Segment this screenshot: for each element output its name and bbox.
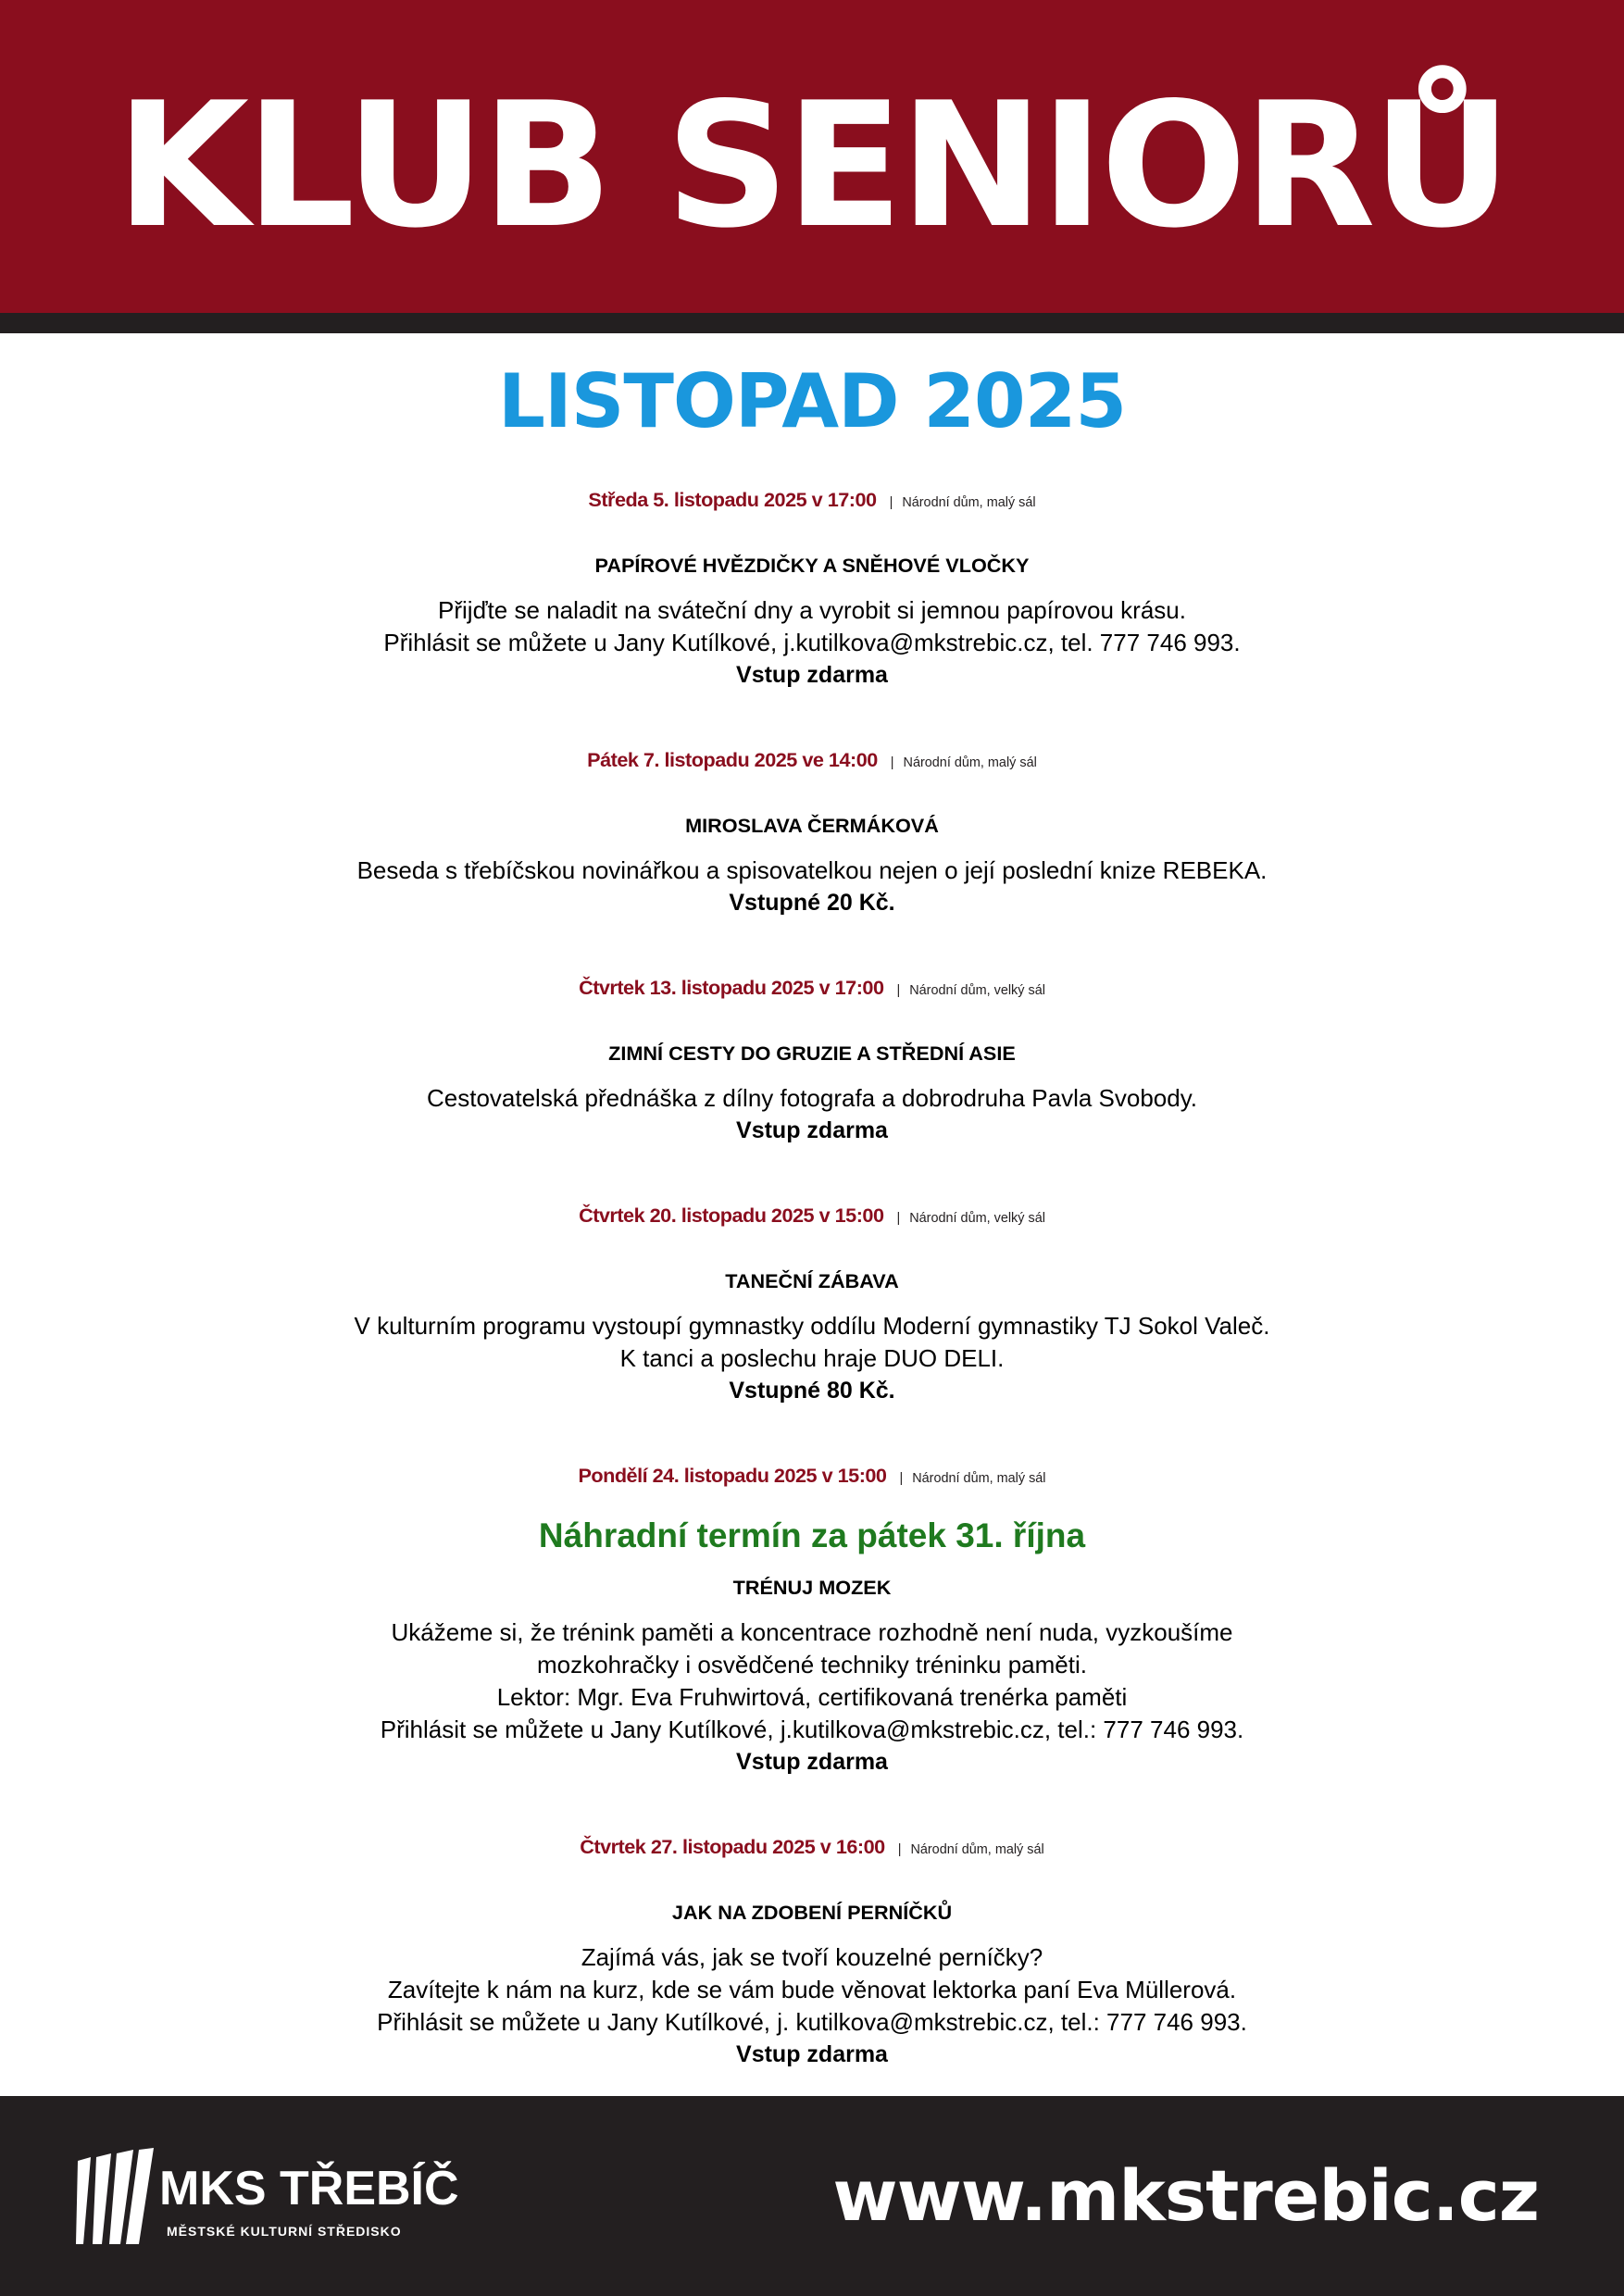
event-separator: | bbox=[899, 1471, 904, 1486]
event-separator: | bbox=[897, 1842, 902, 1857]
event-when-line bbox=[0, 723, 1624, 797]
event-admission: Vstup zdarma bbox=[736, 2041, 888, 2067]
event-description-line: Zajímá vás, jak se tvoří kouzelné perníčky? bbox=[581, 1943, 1043, 1971]
event-separator: | bbox=[889, 495, 893, 510]
poster-footer bbox=[0, 2096, 1624, 2296]
event-when-line bbox=[0, 463, 1624, 537]
event-title: TRÉNUJ MOZEK bbox=[732, 1576, 892, 1599]
event-block bbox=[0, 723, 1624, 919]
event-block bbox=[0, 1810, 1624, 2071]
event-description-line: Přihlásit se můžete u Jany Kutílkové, j.kutilkova@mkstrebic.cz, tel. 777 746 993. bbox=[383, 629, 1241, 656]
event-block bbox=[0, 1439, 1624, 1778]
event-place: Národní dům, velký sál bbox=[909, 1211, 1045, 1226]
event-description-line: Lektor: Mgr. Eva Fruhwirtová, certifikovaná trenérka paměti bbox=[496, 1683, 1128, 1711]
event-place: Národní dům, malý sál bbox=[910, 1842, 1044, 1857]
month-heading: LISTOPAD 2025 bbox=[497, 358, 1127, 444]
event-date: Pátek 7. listopadu 2025 ve 14:00 bbox=[587, 748, 878, 771]
logo-subtitle: MĚSTSKÉ KULTURNÍ STŘEDISKO bbox=[167, 2224, 402, 2239]
event-admission: Vstup zdarma bbox=[736, 1749, 888, 1775]
event-title: MIROSLAVA ČERMÁKOVÁ bbox=[685, 814, 939, 837]
event-when-line bbox=[0, 1810, 1624, 1884]
event-place: Národní dům, malý sál bbox=[912, 1471, 1046, 1486]
event-admission: Vstup zdarma bbox=[736, 1117, 888, 1143]
event-place: Národní dům, velký sál bbox=[909, 983, 1045, 998]
event-when-line bbox=[0, 1179, 1624, 1253]
mks-trebic-logo[interactable] bbox=[74, 2148, 500, 2250]
event-date: Čtvrtek 20. listopadu 2025 v 15:00 bbox=[579, 1204, 884, 1227]
event-admission: Vstupné 80 Kč. bbox=[729, 1378, 895, 1404]
event-description-line: Zavítejte k nám na kurz, kde se vám bude věnovat lektorka paní Eva Müllerová. bbox=[387, 1976, 1237, 2003]
event-separator: | bbox=[896, 1211, 901, 1226]
event-description-line: Přijďte se naladit na sváteční dny a vyrobit si jemnou papírovou krásu. bbox=[438, 596, 1186, 624]
mks-stripes-logo-icon bbox=[74, 2148, 156, 2248]
event-separator: | bbox=[896, 983, 901, 998]
poster-header bbox=[0, 0, 1624, 313]
poster-title bbox=[0, 0, 1624, 313]
header-divider-stripe bbox=[0, 313, 1624, 333]
event-date: Čtvrtek 27. listopadu 2025 v 16:00 bbox=[580, 1835, 885, 1858]
event-admission: Vstupné 20 Kč. bbox=[729, 890, 895, 916]
event-date: Pondělí 24. listopadu 2025 v 15:00 bbox=[578, 1464, 887, 1487]
event-block bbox=[0, 463, 1624, 692]
event-place: Národní dům, malý sál bbox=[902, 495, 1036, 510]
event-description-line: Cestovatelská přednáška z dílny fotografa a dobrodruha Pavla Svobody. bbox=[426, 1084, 1198, 1112]
event-title: PAPÍROVÉ HVĚZDIČKY A SNĚHOVÉ VLOČKY bbox=[594, 554, 1030, 577]
event-admission: Vstup zdarma bbox=[736, 662, 888, 688]
event-description-line: Přihlásit se můžete u Jany Kutílkové, j.kutilkova@mkstrebic.cz, tel.: 777 746 993. bbox=[380, 1716, 1244, 1743]
event-separator: | bbox=[890, 755, 894, 770]
event-title: ZIMNÍ CESTY DO GRUZIE A STŘEDNÍ ASIE bbox=[608, 1042, 1016, 1065]
event-description-line: Beseda s třebíčskou novinářkou a spisovatelkou nejen o její poslední knize REBEKA. bbox=[356, 856, 1268, 884]
event-when-line bbox=[0, 951, 1624, 1025]
event-date: Čtvrtek 13. listopadu 2025 v 17:00 bbox=[579, 976, 884, 999]
poster-title-text: KLUB SENIORŮ bbox=[116, 65, 1508, 266]
event-description-line: mozkohračky i osvědčené techniky tréninku paměti. bbox=[537, 1651, 1087, 1678]
event-title: JAK NA ZDOBENÍ PERNÍČKŮ bbox=[671, 1901, 953, 1924]
event-title: TANEČNÍ ZÁBAVA bbox=[725, 1269, 899, 1292]
event-when-line bbox=[0, 1439, 1624, 1513]
event-description-line: Přihlásit se můžete u Jany Kutílkové, j. kutilkova@mkstrebic.cz, tel.: 777 746 993. bbox=[377, 2008, 1247, 2036]
event-description-line: V kulturním programu vystoupí gymnastky oddílu Moderní gymnastiky TJ Sokol Valeč. bbox=[354, 1312, 1270, 1340]
event-date: Středa 5. listopadu 2025 v 17:00 bbox=[588, 488, 877, 511]
event-block bbox=[0, 1179, 1624, 1407]
website-link[interactable]: www.mkstrebic.cz bbox=[832, 2154, 1539, 2237]
event-list bbox=[0, 463, 1624, 2071]
logo-name: MKS TŘEBÍČ bbox=[159, 2162, 459, 2215]
event-description-line: K tanci a poslechu hraje DUO DELI. bbox=[619, 1344, 1005, 1372]
event-note: Náhradní termín za pátek 31. října bbox=[538, 1516, 1086, 1554]
event-description-line: Ukážeme si, že trénink paměti a koncentrace rozhodně není nuda, vyzkoušíme bbox=[391, 1618, 1233, 1646]
event-block bbox=[0, 951, 1624, 1147]
event-place: Národní dům, malý sál bbox=[903, 755, 1037, 770]
